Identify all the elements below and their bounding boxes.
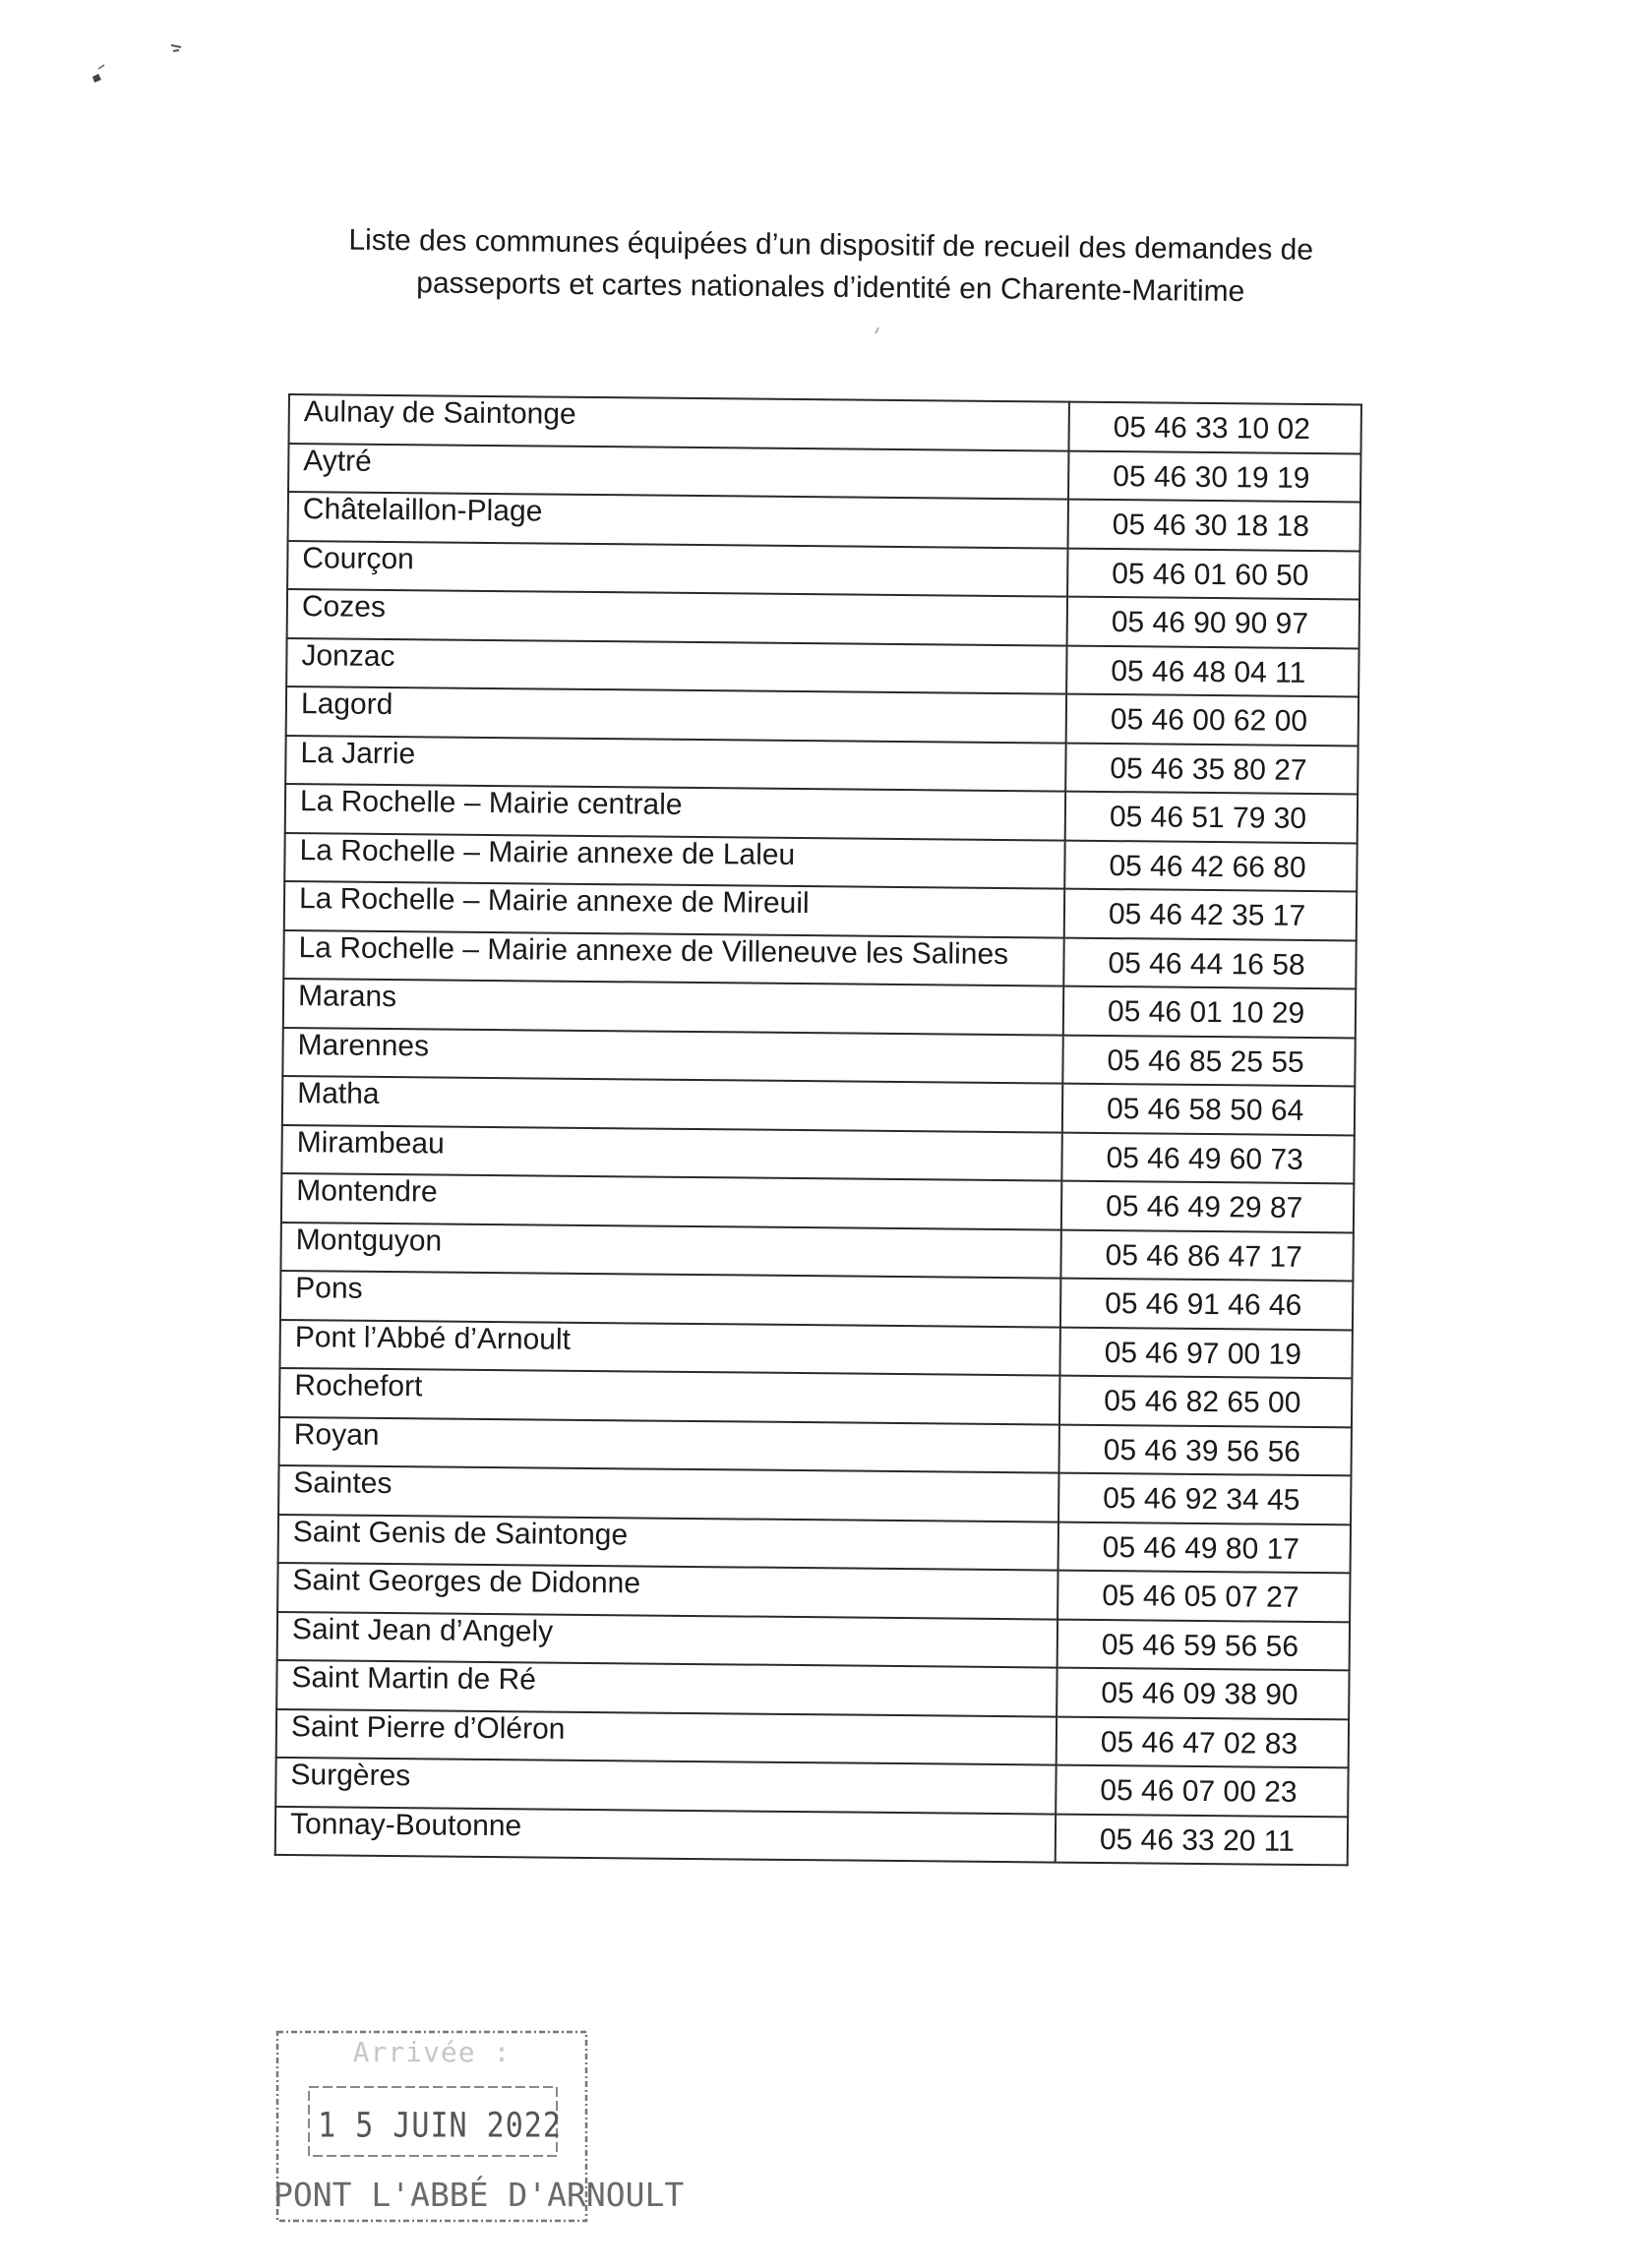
commune-name: Mirambeau — [281, 1124, 1061, 1180]
stamp-header-text: Arrivée : — [352, 2036, 512, 2068]
commune-name: La Rochelle – Mairie annexe de Villeneuve les Salines — [283, 929, 1063, 985]
commune-phone: 05 46 85 25 55 — [1062, 1035, 1355, 1086]
commune-phone: 05 46 49 80 17 — [1058, 1522, 1351, 1573]
commune-phone: 05 46 82 65 00 — [1059, 1376, 1352, 1427]
commune-name: Tonnay-Boutonne — [275, 1806, 1056, 1862]
commune-phone: 05 46 35 80 27 — [1065, 743, 1358, 794]
commune-phone: 05 46 01 10 29 — [1063, 986, 1356, 1038]
commune-name: Pons — [280, 1271, 1060, 1327]
commune-phone: 05 46 39 56 56 — [1059, 1424, 1352, 1475]
reception-stamp — [273, 2028, 685, 2225]
commune-phone: 05 46 86 47 17 — [1060, 1229, 1353, 1281]
commune-name: Montendre — [281, 1173, 1061, 1229]
commune-name: La Rochelle – Mairie annexe de Mireuil — [284, 881, 1064, 937]
commune-phone: 05 46 49 60 73 — [1061, 1132, 1354, 1183]
commune-name: Saint Pierre d’Oléron — [276, 1708, 1057, 1764]
commune-name: Saintes — [278, 1465, 1058, 1522]
table-row — [275, 1806, 1348, 1865]
commune-phone: 05 46 59 56 56 — [1057, 1619, 1350, 1670]
commune-name: La Rochelle – Mairie annexe de Laleu — [284, 832, 1064, 888]
commune-phone: 05 46 42 35 17 — [1064, 889, 1357, 940]
commune-phone: 05 46 09 38 90 — [1057, 1668, 1349, 1719]
commune-phone: 05 46 51 79 30 — [1065, 792, 1358, 843]
commune-name: Montguyon — [280, 1222, 1060, 1278]
commune-phone: 05 46 30 18 18 — [1068, 500, 1360, 551]
commune-phone: 05 46 07 00 23 — [1056, 1765, 1348, 1817]
document-title: Liste des communes équipées d’un dispositif de recueil des demandes de passeports et cartes nationales d’identité en Charente-Maritime — [348, 223, 1314, 309]
commune-phone: 05 46 00 62 00 — [1066, 694, 1359, 746]
commune-phone: 05 46 90 90 97 — [1067, 597, 1359, 648]
commune-name: Courçon — [287, 541, 1067, 597]
commune-name: Aytré — [288, 444, 1068, 500]
commune-name: Marennes — [282, 1027, 1062, 1083]
commune-phone: 05 46 92 34 45 — [1058, 1473, 1351, 1524]
commune-phone: 05 46 48 04 11 — [1066, 645, 1359, 696]
communes-table-container — [274, 393, 1360, 1866]
commune-name: Châtelaillon-Plage — [288, 492, 1068, 548]
commune-name: Jonzac — [286, 637, 1066, 693]
commune-phone: 05 46 33 10 02 — [1068, 402, 1360, 453]
commune-phone: 05 46 58 50 64 — [1062, 1084, 1355, 1135]
commune-phone: 05 46 47 02 83 — [1057, 1716, 1349, 1767]
commune-name: Royan — [279, 1416, 1059, 1472]
commune-name: Aulnay de Saintonge — [289, 394, 1069, 450]
commune-name: Matha — [282, 1076, 1062, 1132]
commune-phone: 05 46 01 60 50 — [1067, 548, 1359, 599]
commune-name: La Rochelle – Mairie centrale — [285, 784, 1065, 840]
commune-phone: 05 46 91 46 46 — [1060, 1279, 1353, 1330]
commune-phone: 05 46 97 00 19 — [1059, 1327, 1352, 1378]
commune-name: Cozes — [287, 589, 1067, 645]
commune-name: Saint Jean d’Angely — [277, 1611, 1057, 1667]
commune-name: Rochefort — [279, 1368, 1059, 1424]
stamp-date: 1 5 JUIN 2022 — [318, 2106, 562, 2146]
communes-table-body — [275, 394, 1361, 1865]
commune-phone: 05 46 42 66 80 — [1064, 840, 1357, 891]
commune-phone: 05 46 05 07 27 — [1057, 1571, 1350, 1622]
commune-name: Pont l’Abbé d’Arnoult — [279, 1319, 1059, 1375]
stamp-town-name: PONT L'ABBÉ D'ARNOULT — [273, 2176, 685, 2214]
communes-table — [274, 393, 1362, 1866]
commune-phone: 05 46 33 20 11 — [1056, 1814, 1348, 1865]
commune-name: Saint Martin de Ré — [276, 1660, 1057, 1716]
commune-name: La Jarrie — [285, 735, 1065, 791]
commune-name: Saint Genis de Saintonge — [278, 1514, 1058, 1570]
commune-name: Surgères — [275, 1758, 1056, 1814]
commune-phone: 05 46 30 19 19 — [1068, 450, 1360, 502]
commune-name: Saint Georges de Didonne — [277, 1563, 1057, 1619]
commune-phone: 05 46 44 16 58 — [1063, 937, 1356, 988]
commune-name: Lagord — [286, 686, 1066, 743]
commune-name: Marans — [283, 979, 1063, 1035]
commune-phone: 05 46 49 29 87 — [1061, 1181, 1354, 1232]
